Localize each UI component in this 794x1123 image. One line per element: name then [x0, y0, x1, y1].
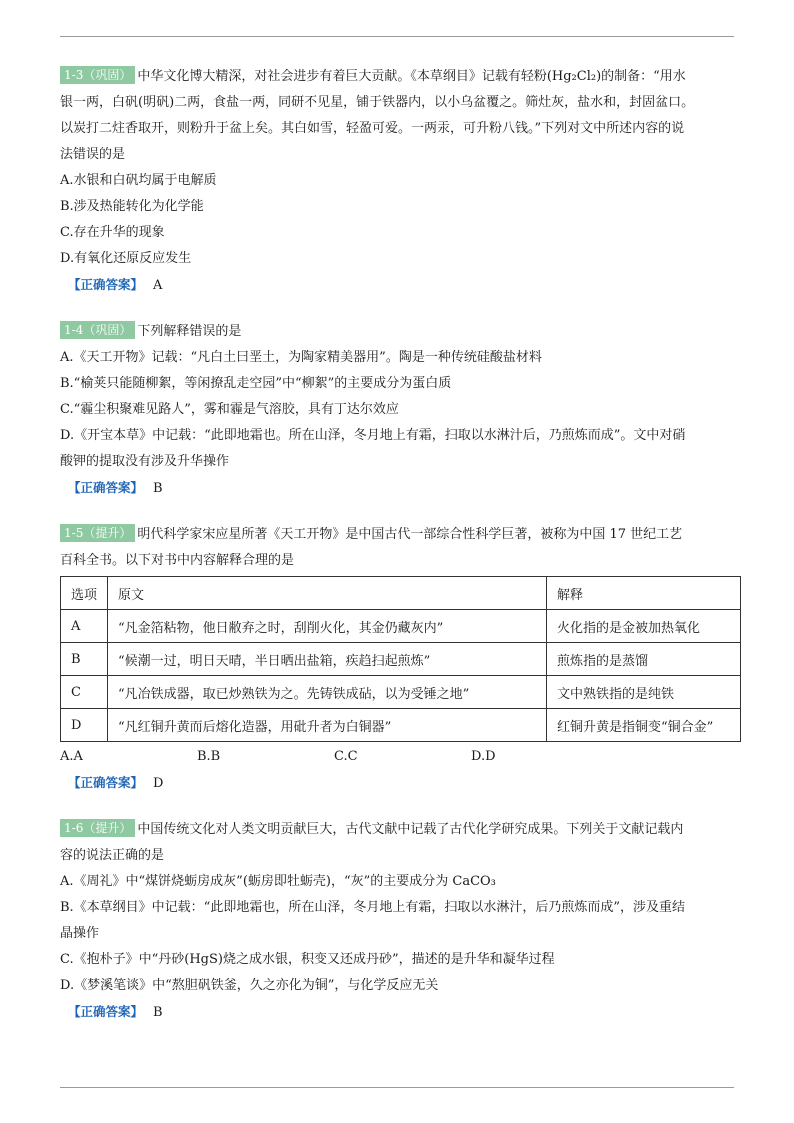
- table-cell: D: [61, 709, 108, 742]
- correct-answer: [60, 770, 740, 797]
- table-header-cell: 解释: [547, 577, 741, 610]
- correct-answer: [60, 999, 740, 1026]
- correct-answer: [60, 272, 740, 299]
- table-cell: “凡金箔粘物，他日敝弃之时，刮削火化，其金仍藏灰内”: [108, 610, 547, 643]
- option-b: B.“榆荚只能随柳絮，等闲撩乱走空园”中“柳絮”的主要成分为蛋白质: [60, 376, 452, 391]
- question-stem-line: 1-5（提升） 明代科学家宋应星所著《天工开物》是中国古代一部综合性科学巨著，被称为中国 17 世纪工艺: [60, 522, 740, 548]
- choice-d: D.D: [471, 749, 496, 764]
- question-1-6: [60, 817, 740, 1026]
- question-stem-line: 容的说法正确的是: [60, 848, 165, 863]
- question-stem-line: 1-6（提升） 中国传统文化对人类文明贡献巨大，古代文献中记载了古代化学研究成果。下列关于文献记载内: [60, 817, 740, 843]
- choice-a: A.A: [60, 749, 83, 764]
- option-c: C.《抱朴子》中“丹砂(HgS)烧之成水银，积变又还成丹砂”，描述的是升华和凝华过程: [60, 952, 555, 967]
- footer-rule: [60, 1087, 734, 1088]
- header-rule: [60, 36, 734, 37]
- answer-label: 【正确答案】: [68, 1004, 144, 1019]
- table-cell: “凡红铜升黄而后熔化造器，用砒升者为白铜器”: [108, 709, 547, 742]
- option-d: D.有氧化还原反应发生: [60, 251, 192, 266]
- table-cell: B: [61, 643, 108, 676]
- choice-c: C.C: [334, 749, 358, 764]
- table-cell: A: [61, 610, 108, 643]
- option-b: B.《本草纲目》中记载：“此即地霜也，所在山泽，冬月地上有霜，扫取以水淋汁，后乃煎炼而成”，涉及重结: [60, 900, 685, 915]
- table-cell: 火化指的是金被加热氧化: [547, 610, 741, 643]
- question-1-4: [60, 319, 740, 502]
- question-tag: 1-4（巩固）: [60, 321, 135, 339]
- table-cell: 红铜升黄是指铜变“铜合金”: [547, 709, 741, 742]
- option-d: D.《开宝本草》中记载：“此即地霜也。所在山泽，冬月地上有霜，扫取以水淋汁后，乃煎炼而成”。文中对硝: [60, 428, 686, 443]
- option-d-continued: 酸钾的提取没有涉及升华操作: [60, 454, 230, 469]
- table-cell: 文中熟铁指的是纯铁: [547, 676, 741, 709]
- option-a: A.《天工开物》记载：“凡白土曰垩土，为陶家精美器用”。陶是一种传统硅酸盐材料: [60, 350, 542, 365]
- table-cell: “凡冶铁成器，取已炒熟铁为之。先铸铁成砧，以为受锤之地”: [108, 676, 547, 709]
- option-c: C.“霾尘积聚难见路人”，雾和霾是气溶胶，具有丁达尔效应: [60, 402, 399, 417]
- table-header-cell: 选项: [61, 577, 108, 610]
- table-row: [61, 610, 741, 643]
- table-row: [61, 709, 741, 742]
- option-b: B.涉及热能转化为化学能: [60, 199, 204, 214]
- table-row: [61, 643, 741, 676]
- question-tag: 1-5（提升）: [60, 524, 135, 542]
- table-header-cell: 原文: [108, 577, 547, 610]
- table-row: [61, 676, 741, 709]
- option-b-continued: 晶操作: [60, 926, 100, 941]
- question-stem-line: 1-3（巩固） 中华文化博大精深，对社会进步有着巨大贡献。《本草纲目》记载有轻粉(Hg₂Cl₂)的制备：“用水: [60, 64, 740, 90]
- answer-label: 【正确答案】: [68, 775, 144, 790]
- answer-value: B: [153, 1005, 163, 1020]
- question-tag: 1-3（巩固）: [60, 66, 135, 84]
- answer-value: A: [153, 278, 163, 293]
- correct-answer: [60, 475, 740, 502]
- answer-value: B: [153, 481, 163, 496]
- explanation-table: [60, 576, 741, 742]
- document-body: [60, 64, 740, 1046]
- option-c: C.存在升华的现象: [60, 225, 165, 240]
- question-stem-line: 以炭打二炷香取开，则粉升于盆上矣。其白如雪，轻盈可爱。一两汞，可升粉八钱。”下列对文中所述内容的说: [60, 121, 685, 136]
- question-stem-line: 银一两，白矾(明矾)二两，食盐一两，同研不见星，铺于铁器内，以小乌盆覆之。筛灶灰，盐水和，封固盆口。: [60, 95, 695, 110]
- question-tag: 1-6（提升）: [60, 819, 135, 837]
- answer-label: 【正确答案】: [68, 277, 144, 292]
- question-stem-line: 1-4（巩固） 下列解释错误的是: [60, 319, 740, 345]
- answer-label: 【正确答案】: [68, 480, 144, 495]
- question-stem-line: 百科全书。以下对书中内容解释合理的是: [60, 553, 295, 568]
- choice-b: B.B: [197, 749, 221, 764]
- option-a: A.《周礼》中“煤饼烧蛎房成灰”(蛎房即牡蛎壳)，“灰”的主要成分为 CaCO₃: [60, 874, 496, 889]
- table-cell: C: [61, 676, 108, 709]
- question-1-5: [60, 522, 740, 797]
- question-1-3: [60, 64, 740, 299]
- option-a: A.水银和白矾均属于电解质: [60, 173, 217, 188]
- table-cell: “候潮一过，明日天晴，半日晒出盐箱，疾趋扫起煎炼”: [108, 643, 547, 676]
- answer-value: D: [153, 776, 164, 791]
- option-d: D.《梦溪笔谈》中“熬胆矾铁釜，久之亦化为铜”，与化学反应无关: [60, 978, 439, 993]
- question-stem-line: 法错误的是: [60, 147, 126, 162]
- table-cell: 煎炼指的是蒸馏: [547, 643, 741, 676]
- answer-choices: [60, 744, 740, 770]
- table-header-row: [61, 577, 741, 610]
